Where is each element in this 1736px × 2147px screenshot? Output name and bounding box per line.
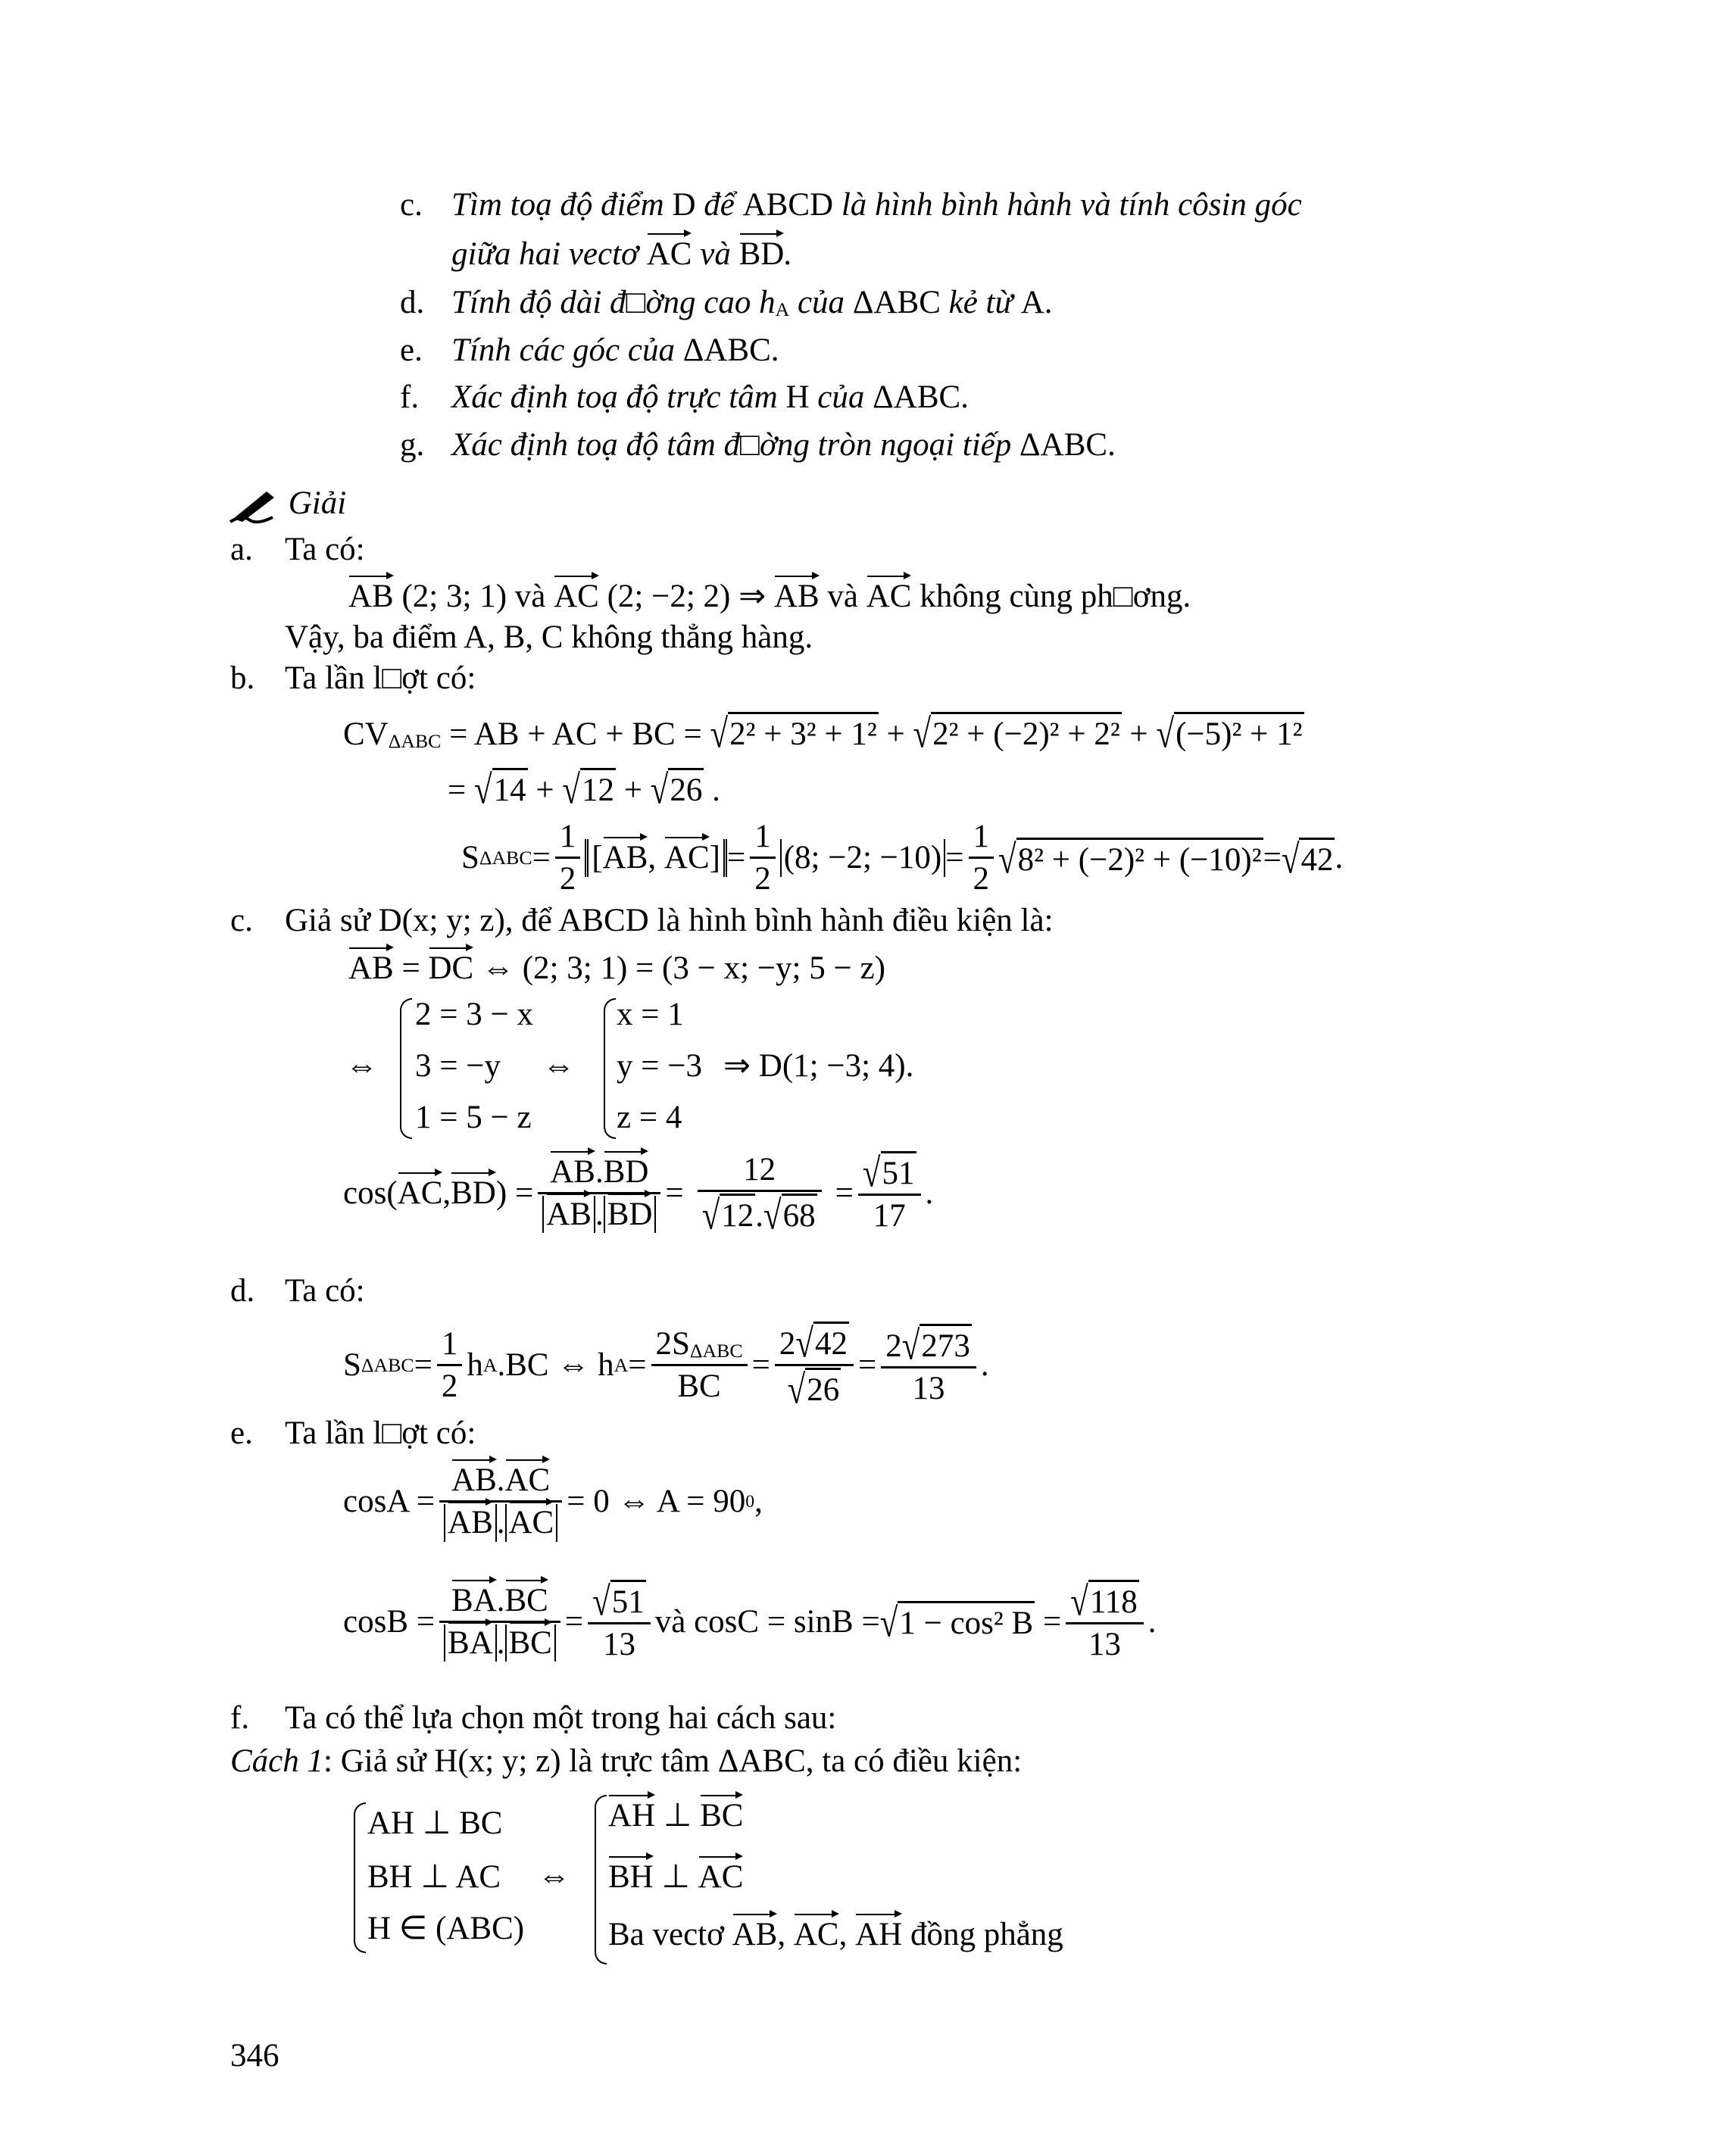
e-intro: Ta lần l□ợt có:: [285, 1415, 476, 1451]
text: : Giả sử H(x; y; z) là trực tâm ΔABC, ta có điều kiện:: [323, 1743, 1023, 1779]
problem-f-text: [451, 379, 969, 416]
vector: AB: [732, 1917, 778, 1952]
text: ABCD: [742, 187, 834, 223]
b-area: [461, 818, 1343, 898]
sqrt: √14: [474, 768, 526, 813]
text: =: [532, 840, 551, 876]
text: +: [616, 772, 651, 808]
text: =: [448, 772, 475, 808]
equation: y = −3: [617, 1048, 703, 1084]
text: ): [495, 1175, 507, 1211]
problem-e-label: e.: [400, 332, 423, 368]
pen-writing-icon: [227, 487, 280, 525]
text: CV: [343, 716, 389, 752]
sqrt: √2² + 3² + 1²: [710, 712, 877, 757]
text: =: [945, 840, 964, 876]
subscript: A: [775, 298, 790, 320]
text: ΔABC.: [873, 379, 969, 415]
text: ,: [754, 1484, 763, 1520]
e-label: e.: [230, 1415, 253, 1451]
text: =: [726, 840, 746, 876]
fraction: $\frac{BA.BC}{BA . BC}$: [439, 1582, 560, 1662]
d-label: d.: [230, 1273, 255, 1309]
text: +: [878, 716, 913, 752]
text: S: [343, 1347, 361, 1384]
f-method-1: [230, 1743, 1022, 1780]
text: = 0 ⇔ A = 90: [567, 1484, 746, 1520]
text: = AB + AC + BC =: [441, 716, 710, 752]
text: cos(: [343, 1175, 398, 1211]
equation: 1 = 5 − z: [415, 1100, 532, 1135]
text: ΔABC.: [1019, 427, 1116, 463]
fraction: $\frac{AB.AC}{AB . AC}$: [439, 1462, 562, 1542]
a-intro: Ta có:: [285, 532, 365, 567]
solution-title: Giải: [288, 485, 347, 521]
subscript: ΔABC: [361, 1354, 414, 1377]
vector: DC: [428, 950, 474, 986]
condition: AH ⊥ BC: [367, 1805, 503, 1841]
vector: AC: [554, 579, 599, 614]
text: Xác định toạ độ tâm đ□ờng tròn ngoại tiếp: [451, 427, 1020, 463]
equation: x = 1: [617, 997, 684, 1032]
page-number: 346: [230, 2038, 279, 2074]
d-intro: Ta có:: [285, 1273, 365, 1309]
text: ⇔ (2; 3; 1) = (3 − x; −y; 5 − z): [473, 950, 885, 986]
c-label: c.: [230, 903, 253, 938]
problem-c-label: c.: [400, 187, 423, 223]
text: là hình bình hành và tính côsin góc: [833, 187, 1302, 223]
c-vector-eq: [348, 950, 885, 987]
problem-g-text: [451, 426, 1116, 463]
text: và cosC = sinB =: [654, 1603, 880, 1640]
text: và: [819, 579, 866, 614]
sqrt: √1 − cos² B: [879, 1601, 1034, 1646]
vector: AH: [855, 1917, 903, 1952]
fraction: $\frac{1}{2}$: [437, 1325, 463, 1406]
text: không cùng ph□ơng.: [911, 579, 1191, 614]
sqrt: √42: [1281, 837, 1334, 882]
text: +: [527, 772, 563, 808]
a-conclusion: Vậy, ba điểm A, B, C không thẳng hàng.: [285, 619, 813, 655]
text: ,: [838, 1917, 856, 1952]
text: .: [784, 236, 793, 272]
text: Xác định toạ độ trực tâm: [451, 379, 786, 415]
sqrt: √26: [650, 768, 703, 813]
d-height: S ΔABC = $\frac{1}{2}$ h A .BC ⇔ h A = $\frac{2S_{\Delta ABC}}{BC}$ = $\frac{2√42}{√26}$ = $\frac{2√273}{13}$ .: [343, 1322, 989, 1413]
c-result: ⇒ D(1; −3; 4).: [723, 1048, 914, 1084]
iff-symbol: ⇔: [538, 1858, 570, 1894]
vector: BD: [451, 1175, 496, 1211]
a-label: a.: [230, 532, 253, 567]
problem-d-text: [451, 284, 1053, 321]
condition: H ∈ (ABC): [367, 1911, 525, 1946]
text: Tính các góc của: [451, 332, 683, 368]
fraction: $\frac{12}{√12.√68}$: [698, 1151, 822, 1235]
text: để: [695, 187, 743, 223]
fraction: $\frac{AB.BD}{AB . BD}$: [538, 1153, 660, 1234]
b-label: b.: [230, 660, 255, 696]
iff-symbol: ⇔: [542, 1048, 575, 1084]
e-cosA: cosA = $\frac{AB.AC}{AB . AC}$ = 0 ⇔ A = 90 0 ,: [343, 1462, 763, 1541]
fraction: $\frac{1}{2}$: [750, 818, 776, 898]
problem-f-label: f.: [400, 379, 420, 415]
text: của: [789, 285, 853, 320]
text: ΔABC.: [682, 332, 779, 368]
text: .: [704, 772, 720, 808]
fraction: $\frac{√51}{13}$: [588, 1580, 651, 1664]
left-brace: [595, 1795, 607, 1964]
text: A.: [1020, 285, 1053, 320]
text: đồng phẳng: [902, 1917, 1063, 1952]
left-brace: [400, 998, 412, 1139]
condition: BH ⊥ AC: [367, 1859, 501, 1895]
vector: BD: [738, 236, 785, 272]
text: .: [1335, 840, 1344, 876]
text: +: [1121, 716, 1157, 752]
text: .: [980, 1347, 989, 1384]
left-brace: [354, 1802, 366, 1953]
text: Cách 1: [230, 1743, 324, 1779]
text: của: [809, 379, 873, 415]
text: ⊥: [653, 1859, 698, 1895]
c-intro: Giả sử D(x; y; z), để ABCD là hình bình hành điều kiện là:: [285, 903, 1054, 938]
fraction: $\frac{√51}{17}$: [858, 1151, 921, 1235]
subscript: A: [614, 1354, 629, 1377]
equation: 2 = 3 − x: [415, 997, 534, 1032]
problem-e-text: [451, 332, 779, 369]
abs-value: (8; −2; −10): [780, 839, 946, 876]
problem-g-label: g.: [400, 427, 425, 463]
text: giữa hai vectơ: [451, 236, 647, 272]
text: S: [461, 840, 479, 876]
text: h: [467, 1347, 483, 1384]
fraction: $\frac{1}{2}$: [969, 818, 994, 898]
text: ⊥: [655, 1798, 701, 1833]
vector: AC: [397, 1175, 443, 1211]
problem-c-text: [451, 186, 1302, 223]
vector: AC: [698, 1859, 744, 1895]
left-brace: [604, 998, 616, 1139]
b-intro: Ta lần l□ợt có:: [285, 660, 476, 696]
text: H: [785, 379, 810, 415]
text: =: [393, 950, 429, 986]
c-cosine: cos( AC , BD ) = $\frac{AB.BD}{AB . BD}$ = $\frac{12}{√12.√68}$ = $\frac{√51}{17}$ .: [343, 1151, 934, 1239]
solution-heading: [227, 485, 346, 525]
text: ,: [442, 1175, 451, 1211]
sqrt: √(−5)² + 1²: [1156, 712, 1303, 757]
text: kẻ từ: [940, 285, 1021, 320]
subscript: ΔABC: [388, 729, 442, 752]
fraction: $\frac{√118}{13}$: [1066, 1580, 1144, 1664]
vector: AB: [773, 579, 820, 614]
vector: AC: [866, 579, 912, 614]
a-vectors-line: [348, 578, 1191, 615]
equation: z = 4: [617, 1100, 682, 1135]
vector: BH: [608, 1859, 654, 1895]
fraction: $\frac{1}{2}$: [555, 818, 581, 898]
subscript: A: [482, 1354, 498, 1377]
b-perimeter-2: [448, 768, 720, 813]
text: D: [672, 187, 696, 223]
text: =: [628, 1347, 647, 1384]
f-intro: Ta có thể lựa chọn một trong hai cách sau:: [285, 1700, 837, 1736]
text: .: [1147, 1603, 1157, 1640]
vector: AB: [348, 950, 394, 986]
sqrt: √8² + (−2)² + (−10)²: [998, 837, 1262, 882]
text: ΔABC: [852, 285, 941, 320]
sqrt: √2² + (−2)² + 2²: [913, 712, 1120, 757]
b-perimeter: [343, 712, 1304, 757]
subscript: ΔABC: [479, 847, 532, 869]
text: (2; −2; 2) ⇒: [598, 579, 774, 614]
text: (2; 3; 1) và: [393, 579, 554, 614]
fraction: $\frac{2√42}{√26}$: [775, 1322, 854, 1409]
vector: AB: [348, 579, 394, 614]
text: Ba vectơ: [608, 1917, 732, 1952]
iff-symbol: ⇔: [345, 1048, 378, 1084]
text: Tìm toạ độ điểm: [451, 187, 673, 223]
text: .: [925, 1175, 934, 1211]
text: cosB =: [343, 1603, 436, 1640]
text: ,: [777, 1917, 794, 1952]
vector: AH: [608, 1798, 656, 1833]
problem-c-text-2: [451, 236, 792, 273]
fraction: $\frac{2S_{\Delta ABC}}{BC}$: [651, 1325, 748, 1406]
text: =: [1263, 840, 1282, 876]
e-cosB: cosB = $\frac{BA.BC}{BA . BC}$ = $\frac{√51}{13}$ và cosC = sinB = √1 − cos² B = $\frac{√118}{13}$ .: [343, 1580, 1157, 1663]
fraction: $\frac{2√273}{13}$: [881, 1324, 976, 1408]
problem-d-label: d.: [400, 285, 425, 320]
text: =: [414, 1347, 432, 1384]
text: và: [692, 236, 739, 272]
norm: [AB, AC]: [585, 839, 727, 876]
equation: 3 = −y: [415, 1048, 501, 1084]
vector: AC: [793, 1917, 839, 1952]
sqrt: √12: [562, 768, 614, 813]
vector: AC: [646, 236, 692, 272]
text: .BC ⇔ h: [497, 1347, 614, 1384]
f-label: f.: [230, 1700, 250, 1736]
text: Tính độ dài đ□ờng cao h: [451, 285, 776, 320]
vector: BC: [700, 1798, 744, 1833]
text: cosA =: [343, 1484, 436, 1520]
